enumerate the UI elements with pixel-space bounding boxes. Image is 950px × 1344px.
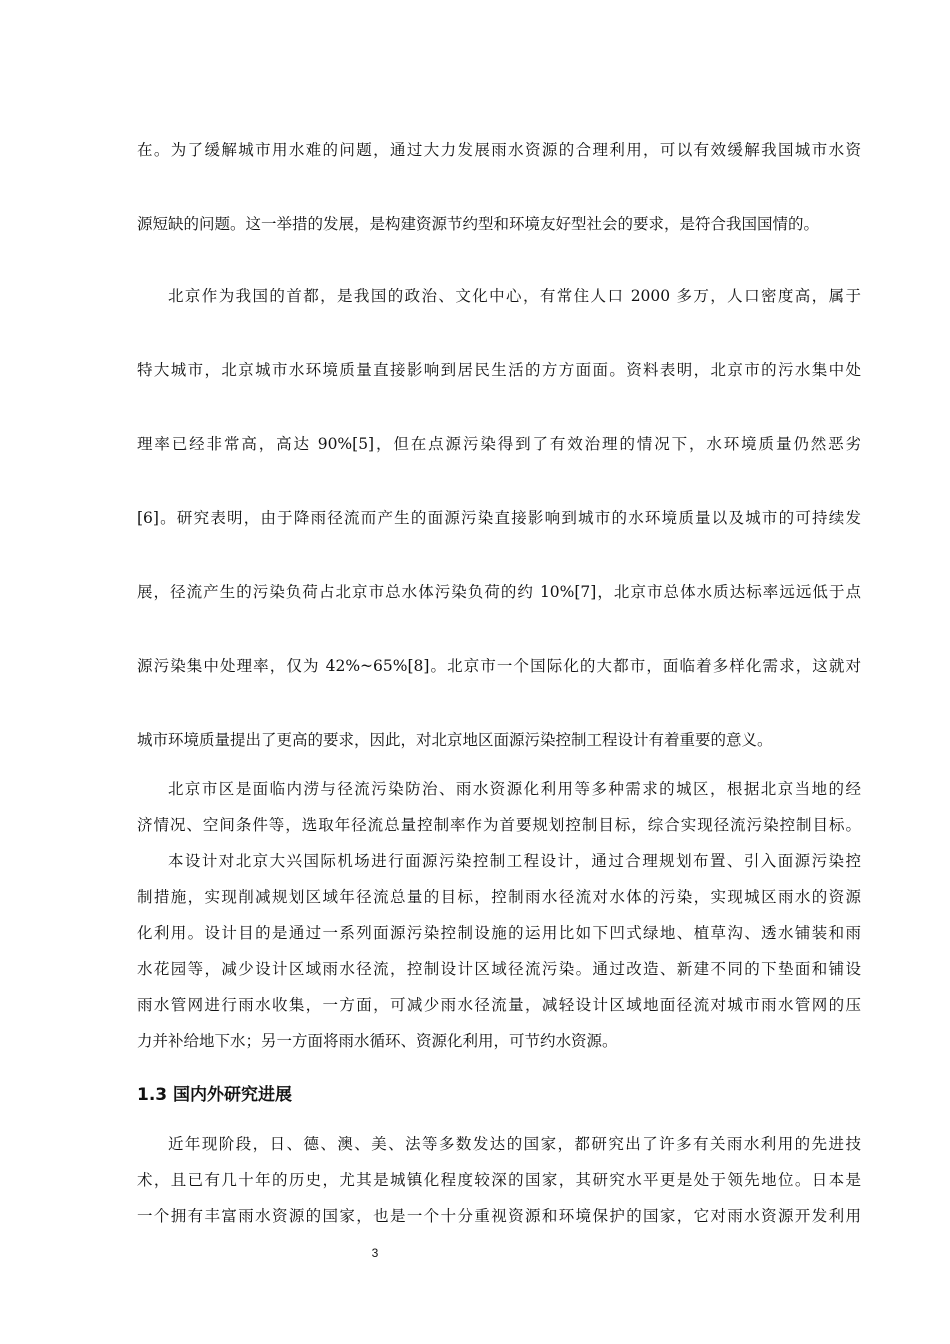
paragraph-line: 特大城市，北京城市水环境质量直接影响到居民生活的方方面面。资料表明，北京市的污水集中处	[137, 361, 861, 379]
paragraph-line: 本设计对北京大兴国际机场进行面源污染控制工程设计，通过合理规划布置、引入面源污染控	[168, 852, 861, 870]
page-number: 3	[371, 1246, 379, 1260]
paragraph-line: 力并补给地下水；另一方面将雨水循环、资源化利用，可节约水资源。	[137, 1032, 618, 1050]
paragraph-line: 展，径流产生的污染负荷占北京市总水体污染负荷的约 10%[7]，北京市总体水质达标率远远低于点	[137, 583, 861, 601]
paragraph-line: 雨水管网进行雨水收集，一方面，可减少雨水径流量，减轻设计区域地面径流对城市雨水管网的压	[137, 996, 861, 1014]
section-heading: 1.3 国内外研究进展	[137, 1085, 293, 1105]
paragraph-line: 北京作为我国的首都，是我国的政治、文化中心，有常住人口 2000 多万，人口密度高，属于	[168, 287, 861, 305]
paragraph-line: 一个拥有丰富雨水资源的国家，也是一个十分重视资源和环境保护的国家，它对雨水资源开发利用	[137, 1207, 861, 1225]
paragraph-line: 化利用。设计目的是通过一系列面源污染控制设施的运用比如下凹式绿地、植草沟、透水铺装和雨	[137, 924, 861, 942]
paragraph-line: 水花园等，减少设计区域雨水径流，控制设计区域径流污染。通过改造、新建不同的下垫面和铺设	[137, 960, 861, 978]
paragraph-line: 济情况、空间条件等，选取年径流总量控制率作为首要规划控制目标，综合实现径流污染控制目标。	[137, 816, 861, 834]
paragraph-line: 术，且已有几十年的历史，尤其是城镇化程度较深的国家，其研究水平更是处于领先地位。日本是	[137, 1171, 861, 1189]
paragraph-line: 理率已经非常高，高达 90%[5]，但在点源污染得到了有效治理的情况下，水环境质量仍然恶劣	[137, 435, 861, 453]
paragraph-line: 城市环境质量提出了更高的要求，因此，对北京地区面源污染控制工程设计有着重要的意义。	[137, 731, 773, 749]
paragraph-line: 源污染集中处理率，仅为 42%~65%[8]。北京市一个国际化的大都市，面临着多样化需求，这就对	[137, 657, 861, 675]
paragraph-line: 北京市区是面临内涝与径流污染防治、雨水资源化利用等多种需求的城区，根据北京当地的经	[168, 780, 861, 798]
paragraph-line: 在。为了缓解城市用水难的问题，通过大力发展雨水资源的合理利用，可以有效缓解我国城市水资	[137, 141, 861, 159]
paragraph-line: 制措施，实现削减规划区域年径流总量的目标，控制雨水径流对水体的污染，实现城区雨水的资源	[137, 888, 861, 906]
paragraph-line: 近年现阶段，日、德、澳、美、法等多数发达的国家，都研究出了许多有关雨水利用的先进技	[168, 1135, 861, 1153]
paragraph-line: 源短缺的问题。这一举措的发展，是构建资源节约型和环境友好型社会的要求，是符合我国国情的。	[137, 215, 820, 233]
paragraph-line: [6]。研究表明，由于降雨径流而产生的面源污染直接影响到城市的水环境质量以及城市的可持续发	[137, 509, 861, 527]
